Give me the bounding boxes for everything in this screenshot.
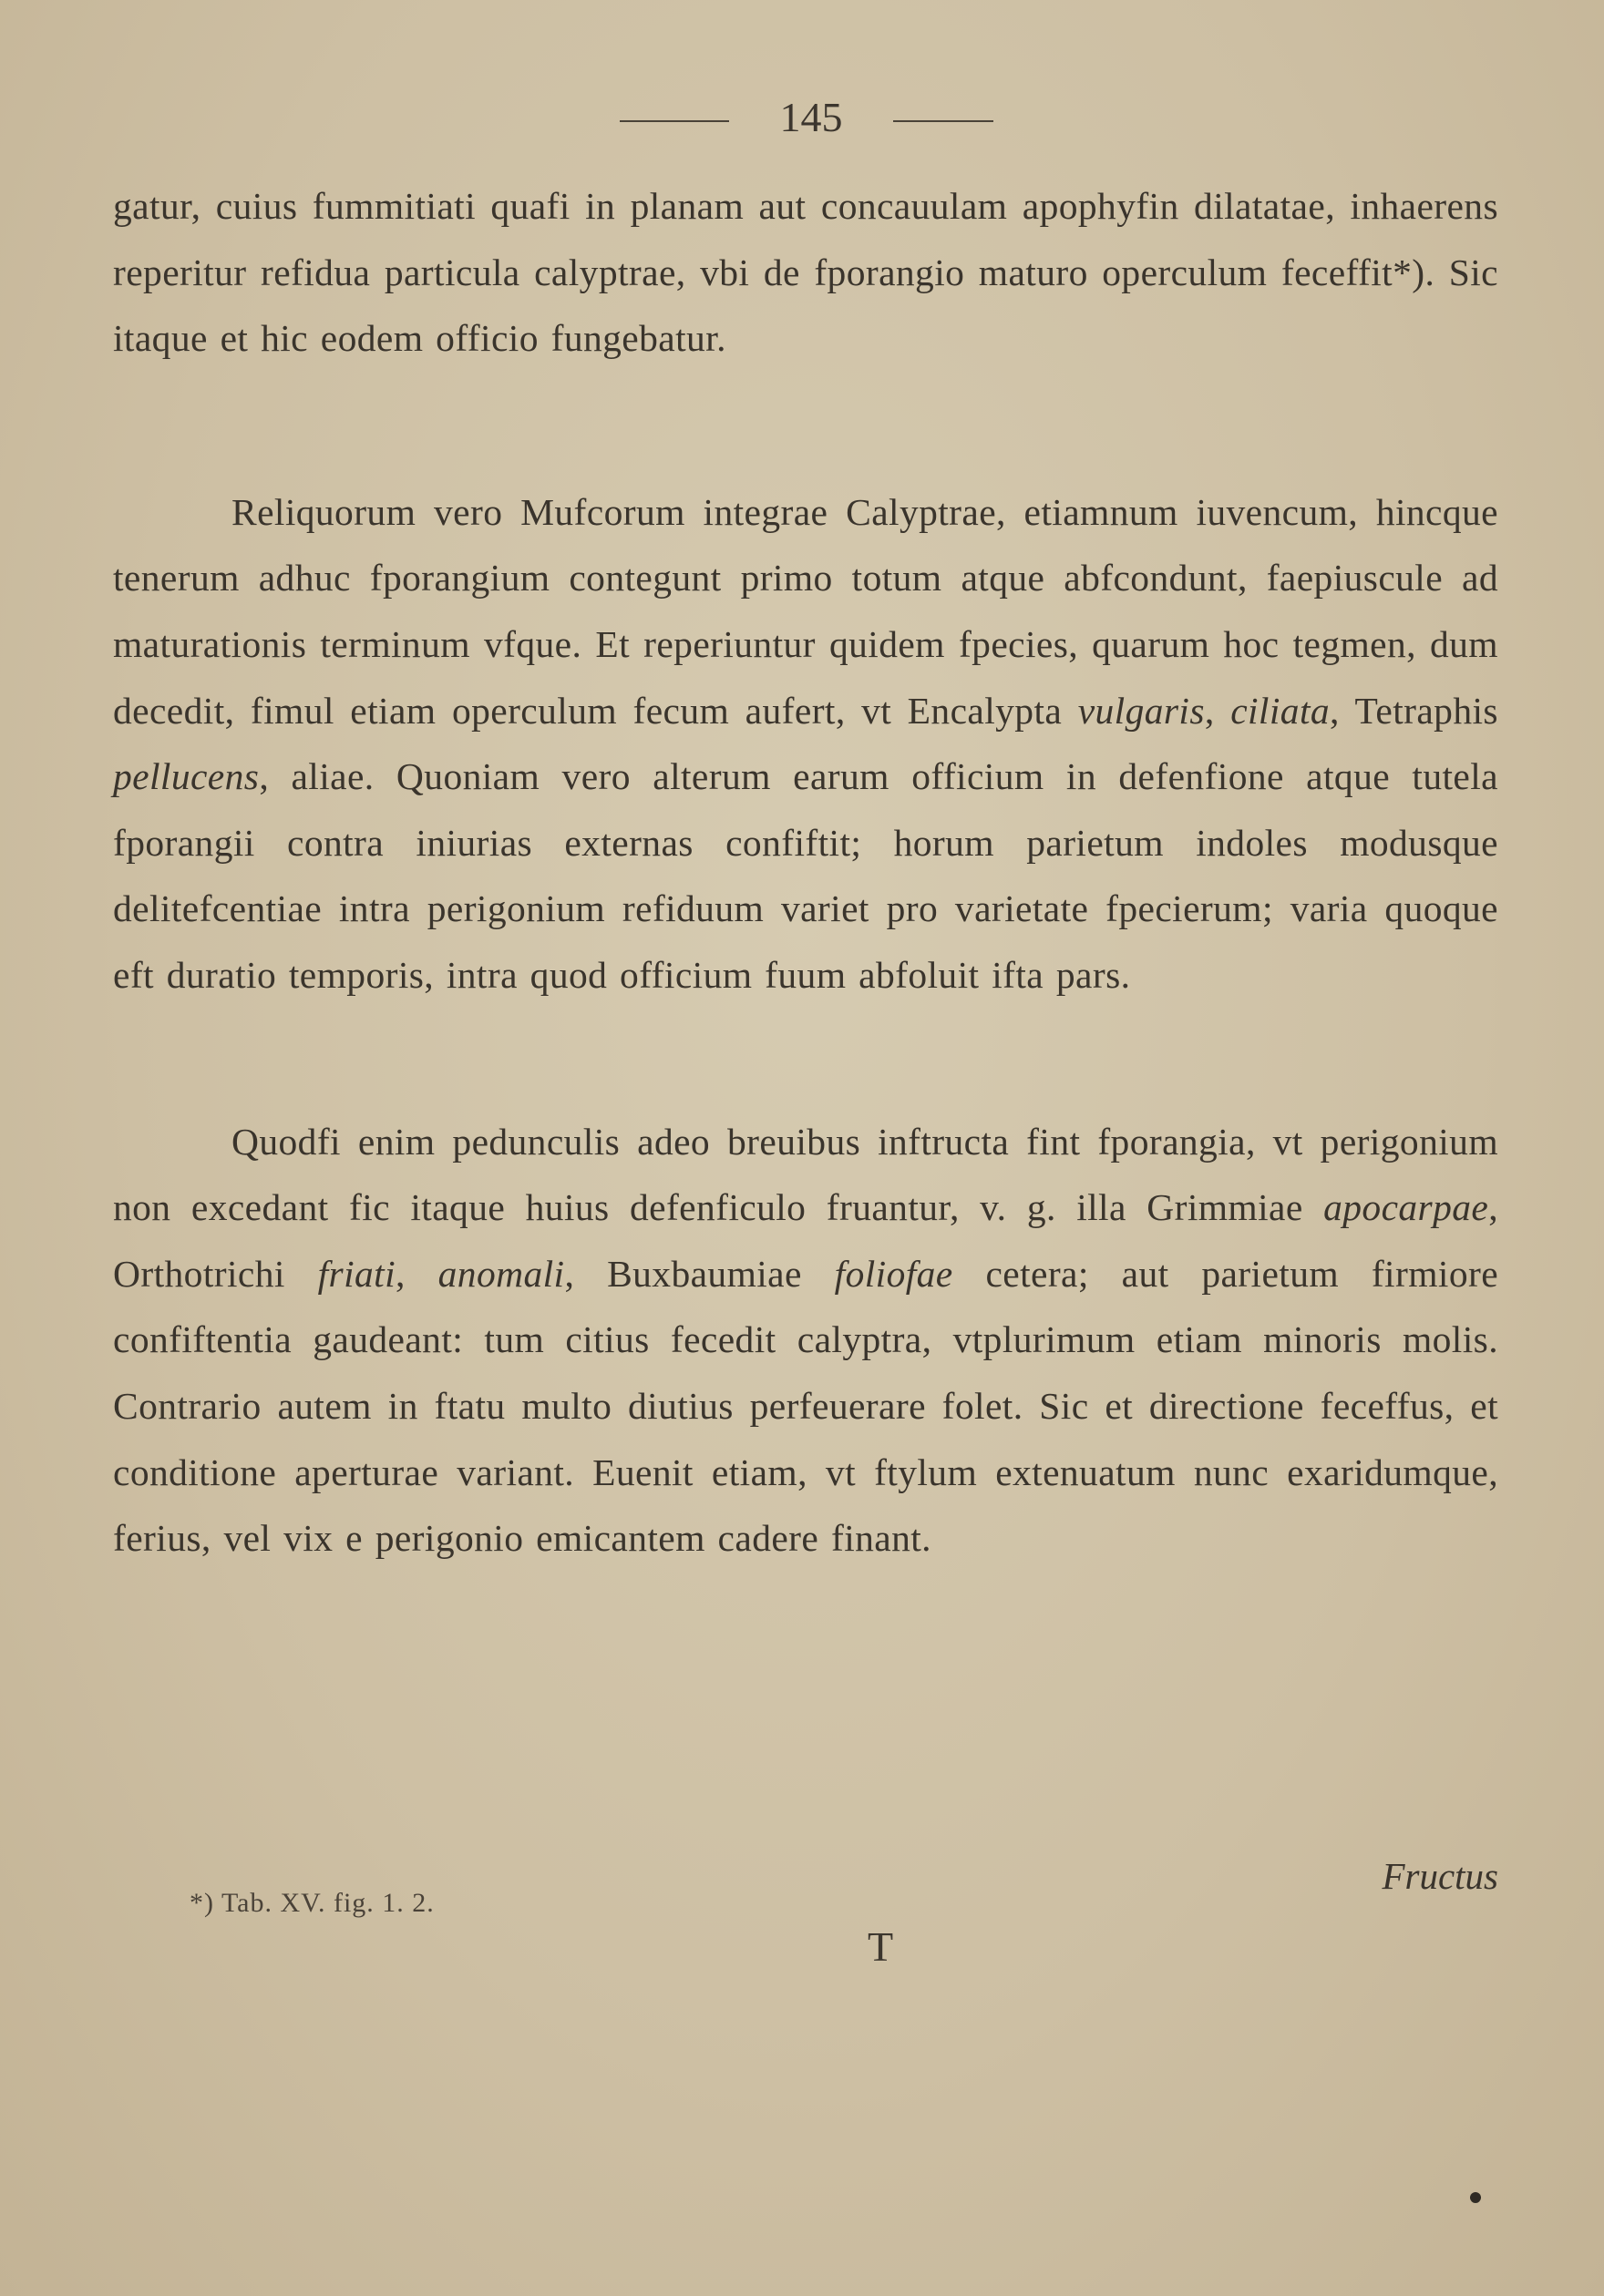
- paragraph-1: gatur, cuius fummitiati quafi in planam aut concauulam apophyfin dilatatae, inhaerens reperitur refidua particula calyptrae, vbi de fporangio maturo operculum feceffit*). Sic itaque et hic eodem officio fungebatur.: [113, 185, 1498, 360]
- header-rule-right: [893, 120, 993, 122]
- italic-term: friati: [317, 1252, 396, 1295]
- italic-term: foliofae: [834, 1252, 953, 1295]
- ink-spot: [1470, 2192, 1481, 2203]
- italic-term: anomali: [437, 1252, 565, 1295]
- catchword: Fructus: [1382, 1855, 1498, 1897]
- paragraph-3: [113, 1109, 1498, 1572]
- text-run: , Buxbaumiae: [564, 1252, 835, 1295]
- page-header: [0, 93, 1604, 148]
- text-run: Quodfi enim pedunculis adeo breuibus inftructa fint fporangia, vt perigonium non excedant fic itaque huius defenficulo fruantur, v. g. illa Grimmiae: [113, 1120, 1498, 1229]
- text-run: , Tetraphis: [1330, 689, 1498, 732]
- text-run: cetera; aut parietum firmiore confiftentia gaudeant: tum citius fecedit calyptra, vtplurimum etiam minoris molis. Contrario autem in ftatu multo diutius perfeuerare folet. Sic et directione feceffus, et conditione aperturae variant. Euenit etiam, vt ftylum extenuatum nunc exaridumque, ferius, vel vix e perigonio emicantem cadere finant.: [113, 1252, 1499, 1560]
- text-run: , aliae. Quoniam vero alterum earum officium in defenfione atque tutela fporangii contra iniurias externas confiftit; horum parietum indoles modusque delitefcentiae intra perigonium refiduum variet pro varietate fpecierum; varia quoque eft duratio temporis, intra quod officium fuum abfoluit ifta pars.: [113, 755, 1498, 996]
- header-rule-left: [620, 120, 729, 122]
- paragraph-2: [113, 479, 1498, 1009]
- body-text: [113, 173, 1498, 1572]
- italic-term: ciliata: [1230, 689, 1331, 732]
- italic-term: vulgaris: [1077, 689, 1205, 732]
- italic-term: apocarpae: [1323, 1186, 1489, 1229]
- footnote: *) Tab. XV. fig. 1. 2.: [190, 1888, 435, 1918]
- text-run: , Orthotrichi: [113, 1186, 1498, 1295]
- page-number: 145: [779, 94, 843, 140]
- italic-term: pellucens: [113, 755, 260, 798]
- text-run: ,: [396, 1252, 438, 1295]
- text-run: Reliquorum vero Mufcorum integrae Calyptrae, etiamnum iuvencum, hincque tenerum adhuc fporangium contegunt primo totum atque abfcondunt, faepiuscule ad maturationis terminum vfque. Et reperiuntur quidem fpecies, quarum hoc tegmen, dum decedit, fimul etiam operculum fecum aufert, vt Encalypta: [113, 490, 1498, 732]
- signature-mark: T: [868, 1923, 894, 1970]
- text-run: ,: [1204, 689, 1231, 732]
